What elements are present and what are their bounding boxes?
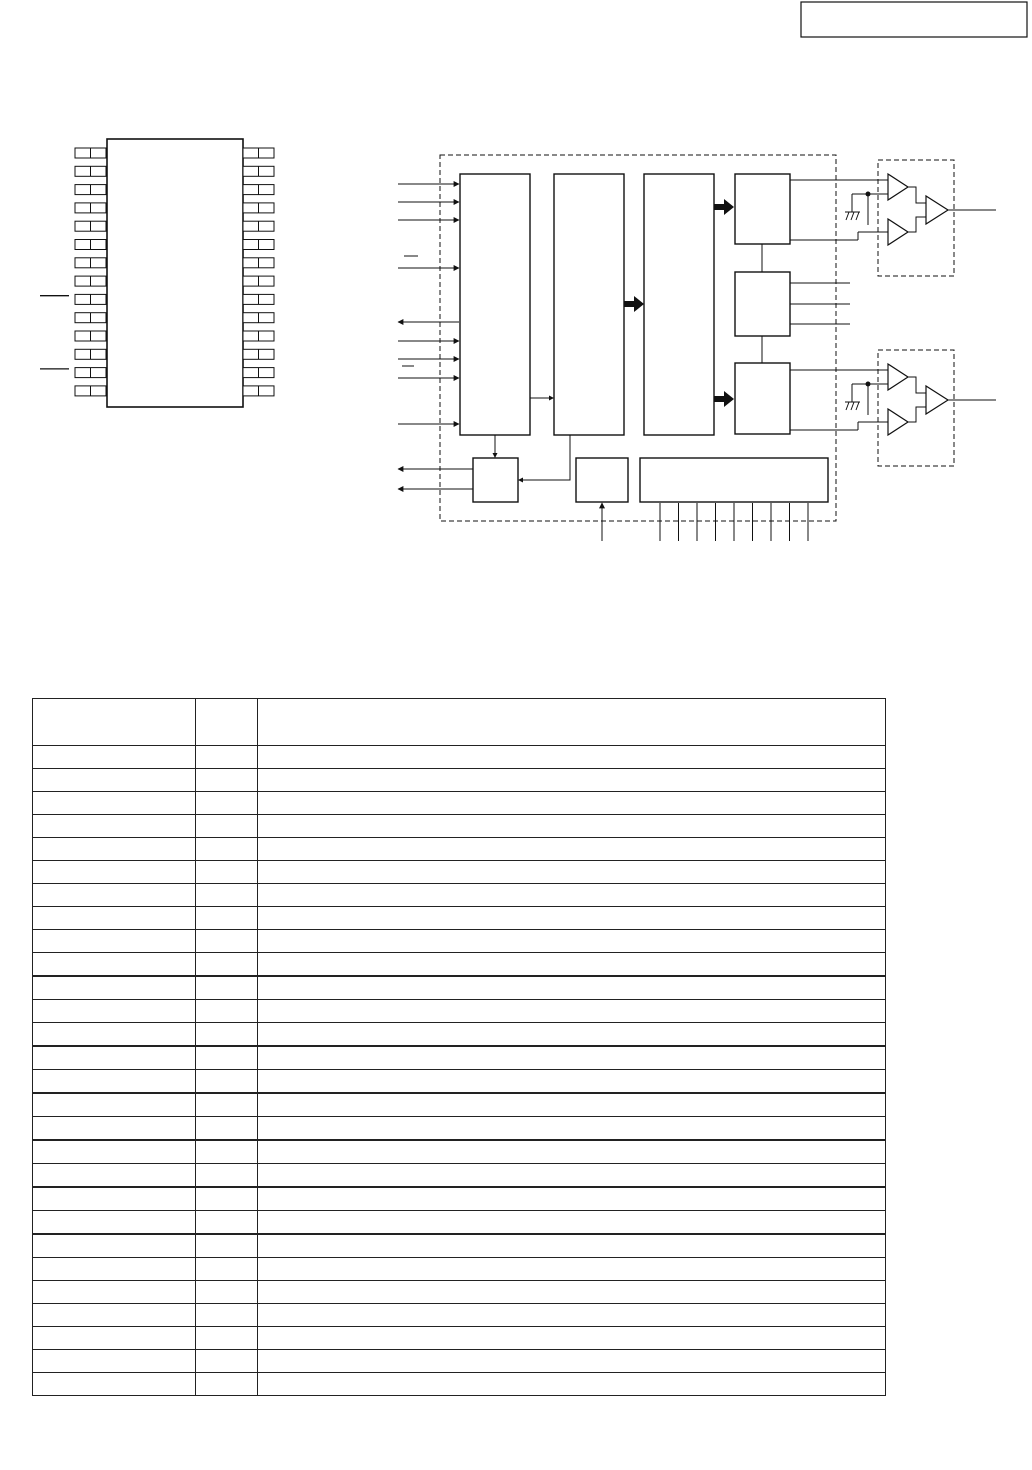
pin-description-table (32, 698, 886, 1396)
table-row (33, 953, 886, 977)
control-block (640, 458, 828, 502)
dac-r-block (735, 363, 790, 434)
cell-pin (33, 1023, 196, 1047)
cell-pin (33, 884, 196, 907)
cell-pin (33, 1000, 196, 1023)
cell-pin (33, 1281, 196, 1304)
cell-pin (33, 1234, 196, 1258)
table-row (33, 1327, 886, 1350)
reference-block (735, 272, 790, 336)
cell-pin (33, 1211, 196, 1235)
cell-desc (258, 1211, 886, 1235)
cell-io (196, 1234, 258, 1258)
opamp-lower (888, 219, 908, 245)
table-row (33, 1140, 886, 1164)
cell-io (196, 1117, 258, 1141)
opamp-sum (926, 386, 948, 414)
cell-desc (258, 1046, 886, 1070)
cell-io (196, 1093, 258, 1117)
cell-pin (33, 1093, 196, 1117)
modulator-to-dac-r-bus (714, 391, 734, 407)
ground-hatch (856, 212, 859, 220)
cell-io (196, 769, 258, 792)
upper-to-sum (908, 187, 926, 203)
right-pin-row (243, 148, 274, 396)
cell-io (196, 746, 258, 769)
cell-desc (258, 976, 886, 1000)
reference-box (801, 2, 1027, 37)
cell-pin (33, 1327, 196, 1350)
ground-hatch (851, 402, 854, 410)
table-row (33, 1093, 886, 1117)
header-pin (33, 699, 196, 746)
cell-io (196, 1046, 258, 1070)
cell-desc (258, 1373, 886, 1396)
control-bus-lines (660, 503, 808, 541)
cell-desc (258, 1258, 886, 1281)
lower-to-sum (908, 407, 926, 422)
table-row (33, 1000, 886, 1023)
table-row (33, 1164, 886, 1188)
table-row (33, 1187, 886, 1211)
filter-to-modulator-bus (624, 296, 644, 312)
cell-pin (33, 1258, 196, 1281)
cell-desc (258, 861, 886, 884)
cell-io (196, 792, 258, 815)
cell-pin (33, 1304, 196, 1327)
cell-desc (258, 746, 886, 769)
upper-to-sum (908, 377, 926, 393)
cell-io (196, 1258, 258, 1281)
cell-io (196, 884, 258, 907)
cell-io (196, 815, 258, 838)
analog-output-stage-r (790, 350, 996, 466)
reset-block (576, 458, 628, 502)
cell-pin (33, 1070, 196, 1094)
opamp-upper (888, 174, 908, 200)
cell-io (196, 953, 258, 977)
pin-table-body (33, 699, 886, 1396)
junction-dot (866, 192, 871, 197)
cell-pin (33, 1187, 196, 1211)
cell-pin (33, 1373, 196, 1396)
cell-pin (33, 953, 196, 977)
cell-desc (258, 1187, 886, 1211)
cell-desc (258, 1093, 886, 1117)
table-row (33, 1023, 886, 1047)
cell-desc (258, 838, 886, 861)
cell-io (196, 1187, 258, 1211)
ground-hatch (846, 212, 849, 220)
cell-io (196, 1373, 258, 1396)
clock-block (473, 458, 518, 502)
table-row (33, 930, 886, 953)
table-row (33, 1373, 886, 1396)
ic-body (107, 139, 243, 407)
cell-desc (258, 1350, 886, 1373)
cell-pin (33, 838, 196, 861)
opamp-lower (888, 409, 908, 435)
cell-pin (33, 1140, 196, 1164)
cell-pin (33, 769, 196, 792)
table-row (33, 792, 886, 815)
cell-desc (258, 1281, 886, 1304)
cell-desc (258, 884, 886, 907)
table-row (33, 838, 886, 861)
cell-io (196, 1140, 258, 1164)
cell-desc (258, 930, 886, 953)
table-row (33, 769, 886, 792)
block-diagram (398, 155, 996, 541)
table-row (33, 746, 886, 769)
cell-io (196, 976, 258, 1000)
cell-desc (258, 1327, 886, 1350)
input-interface-block (460, 174, 530, 435)
cell-io (196, 907, 258, 930)
table-row (33, 861, 886, 884)
table-row (33, 1258, 886, 1281)
table-row (33, 884, 886, 907)
cell-io (196, 838, 258, 861)
table-row (33, 1117, 886, 1141)
cell-desc (258, 792, 886, 815)
cell-pin (33, 1164, 196, 1188)
active-low-markers (40, 296, 69, 369)
table-row (33, 1070, 886, 1094)
cell-io (196, 1350, 258, 1373)
opamp-upper (888, 364, 908, 390)
cell-io (196, 1000, 258, 1023)
cell-pin (33, 930, 196, 953)
cell-pin (33, 1117, 196, 1141)
cell-desc (258, 815, 886, 838)
cell-desc (258, 1304, 886, 1327)
cell-pin (33, 792, 196, 815)
chip-boundary (440, 155, 836, 521)
cell-io (196, 1304, 258, 1327)
cell-desc (258, 953, 886, 977)
ground-hatch (856, 402, 859, 410)
cell-io (196, 1164, 258, 1188)
schematic-canvas (0, 0, 1032, 700)
table-row (33, 815, 886, 838)
table-row (33, 1304, 886, 1327)
cell-pin (33, 861, 196, 884)
cell-desc (258, 1234, 886, 1258)
junction-dot (866, 382, 871, 387)
table-row (33, 907, 886, 930)
table-row (33, 1350, 886, 1373)
cell-desc (258, 907, 886, 930)
cell-desc (258, 1117, 886, 1141)
cell-desc (258, 1023, 886, 1047)
cell-pin (33, 976, 196, 1000)
cell-pin (33, 1350, 196, 1373)
cell-io (196, 1070, 258, 1094)
modulator-to-dac-l-bus (714, 199, 734, 215)
cell-pin (33, 907, 196, 930)
cell-desc (258, 769, 886, 792)
table-row (33, 1281, 886, 1304)
table-row (33, 1046, 886, 1070)
cell-io (196, 930, 258, 953)
digital-filter-block (554, 174, 624, 435)
cell-pin (33, 1046, 196, 1070)
header-description (258, 699, 886, 746)
ground-hatch (851, 212, 854, 220)
cell-io (196, 1211, 258, 1235)
ic-package (40, 139, 274, 407)
cell-desc (258, 1070, 886, 1094)
lower-to-sum (908, 217, 926, 232)
dac-l-block (735, 174, 790, 244)
table-row (33, 1211, 886, 1235)
cell-pin (33, 746, 196, 769)
opamp-sum (926, 196, 948, 224)
analog-output-stage-l (790, 160, 996, 276)
cell-io (196, 1327, 258, 1350)
table-row (33, 976, 886, 1000)
table-header-row (33, 699, 886, 746)
cell-desc (258, 1140, 886, 1164)
table-row (33, 1234, 886, 1258)
ground-hatch (846, 402, 849, 410)
header-io (196, 699, 258, 746)
left-pin-row (75, 148, 106, 396)
filter-to-clock (519, 435, 570, 480)
modulator-block (644, 174, 714, 435)
cell-desc (258, 1000, 886, 1023)
cell-io (196, 1281, 258, 1304)
cell-desc (258, 1164, 886, 1188)
cell-pin (33, 815, 196, 838)
cell-io (196, 1023, 258, 1047)
cell-io (196, 861, 258, 884)
